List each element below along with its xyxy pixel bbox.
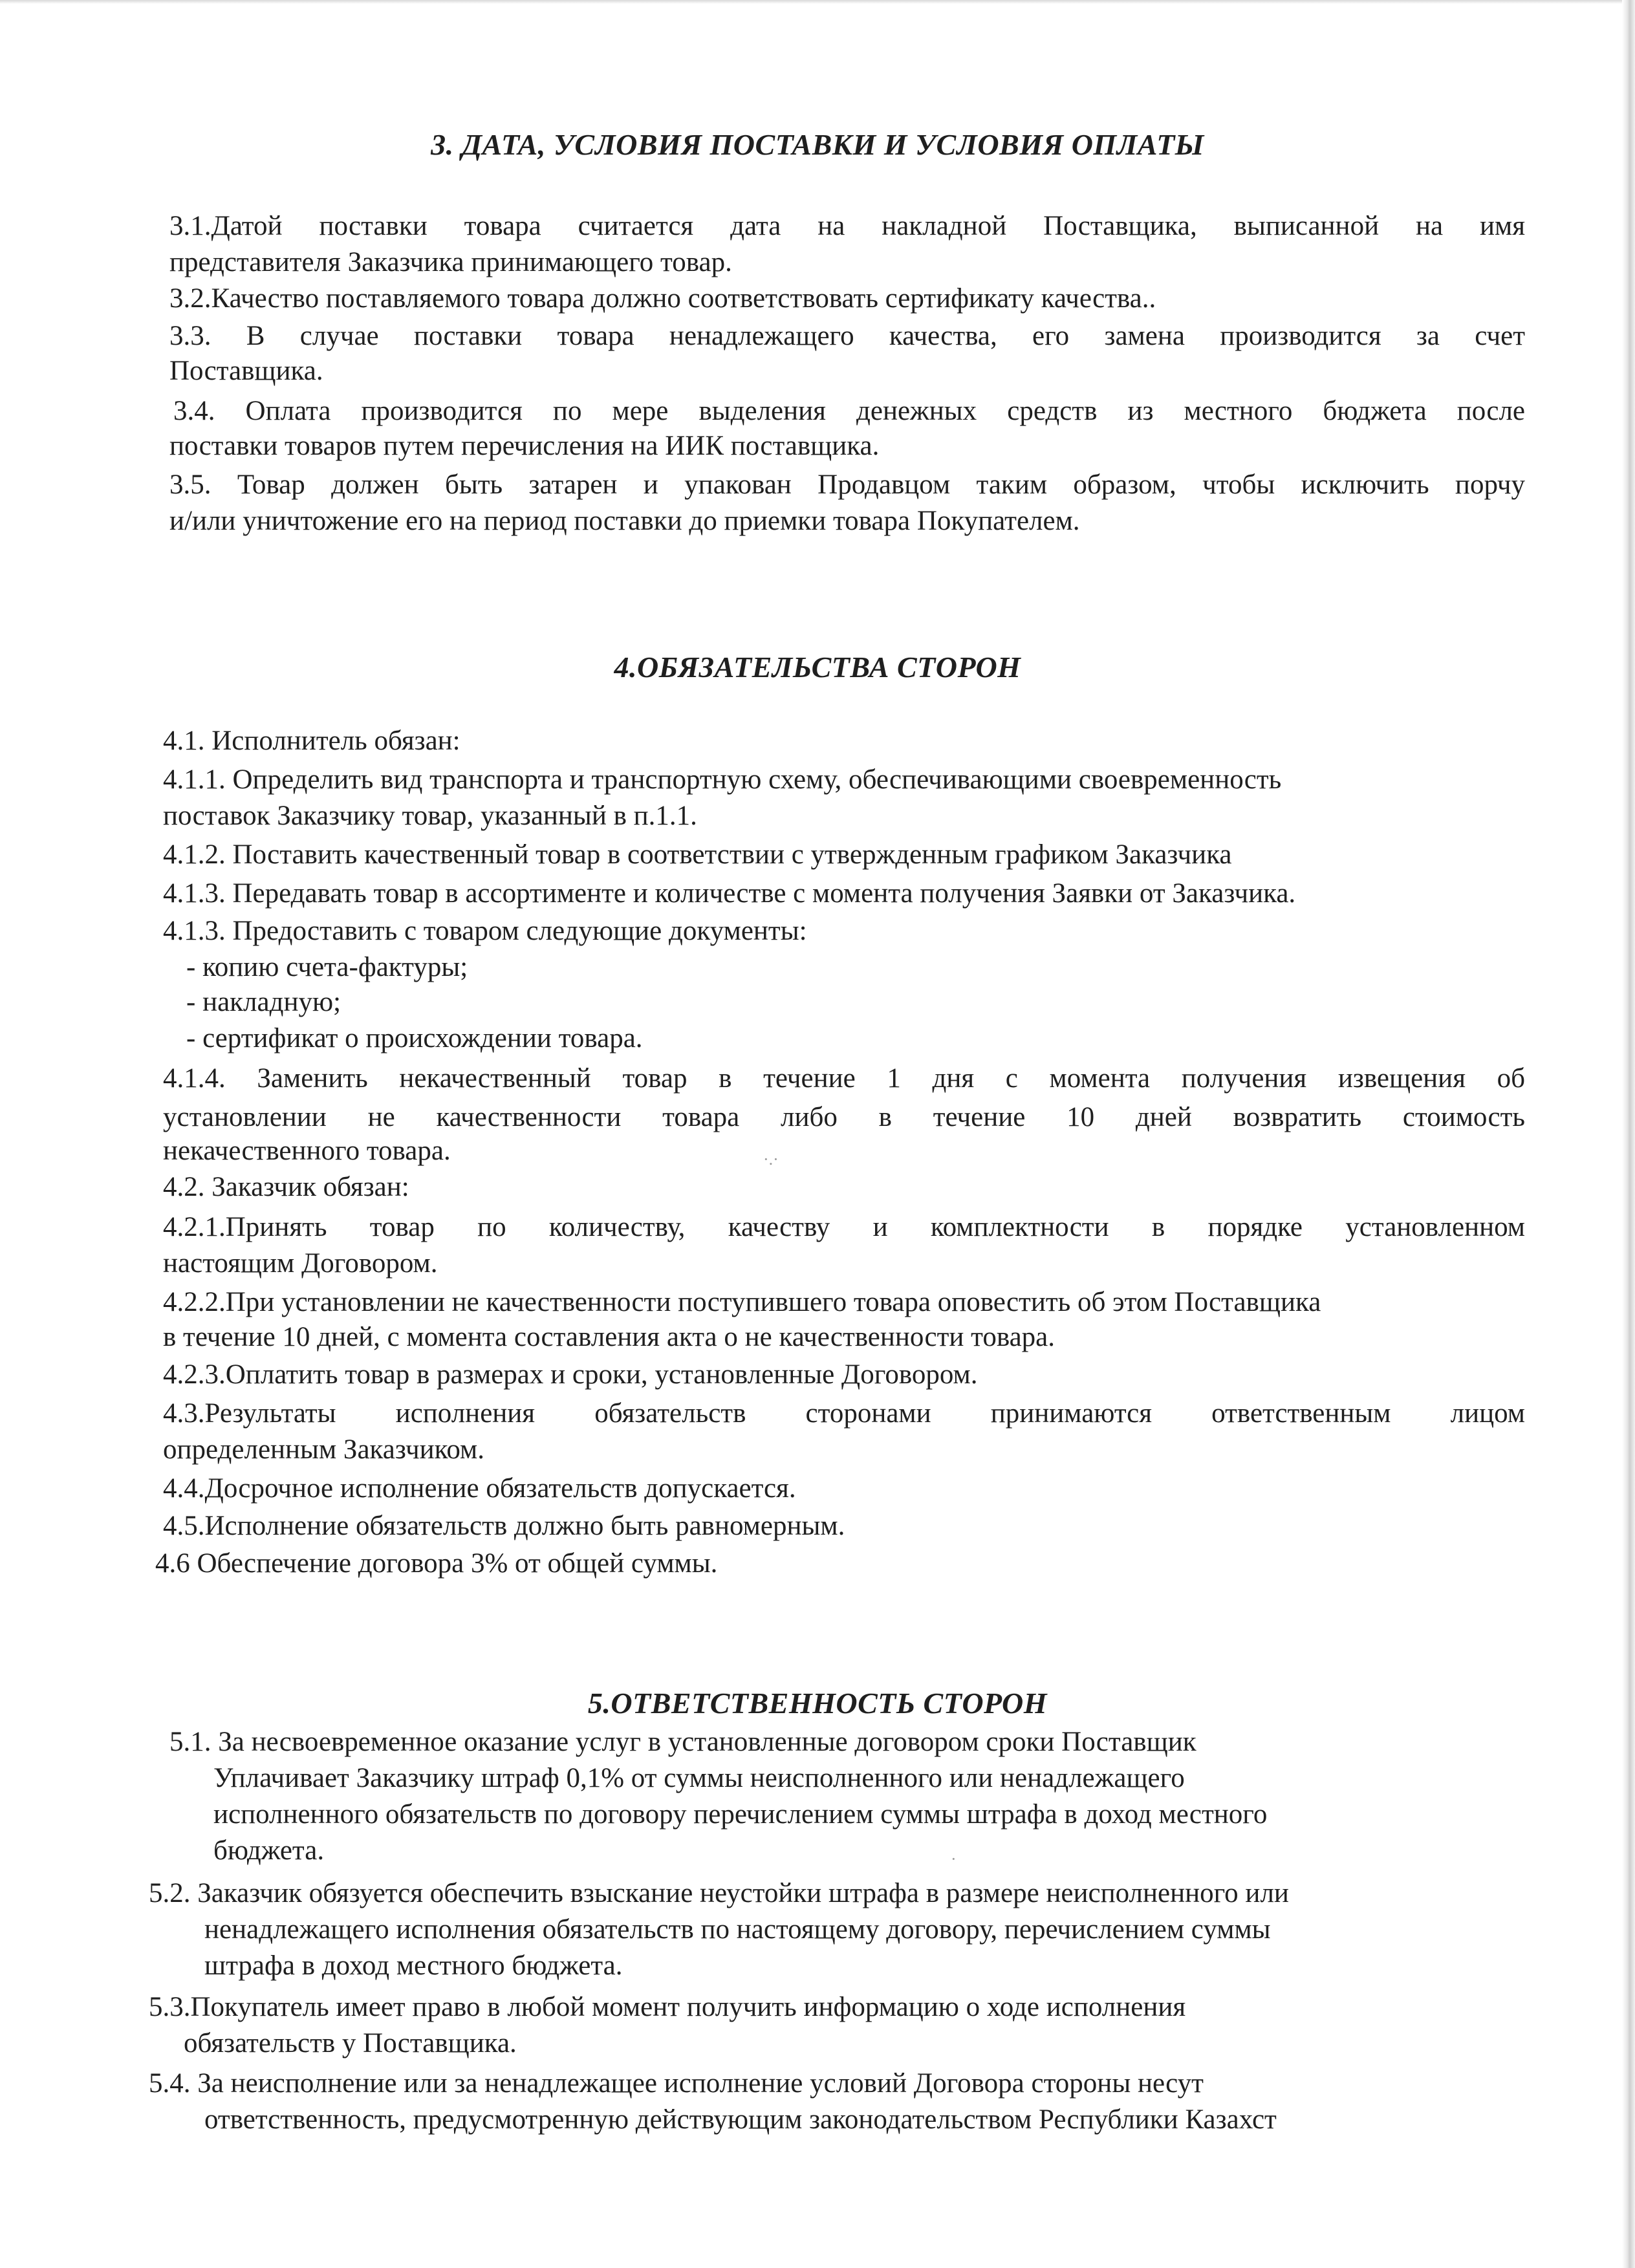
s4-line-16: 4.2.2.При установлении не качественности поступившего товара оповестить об этом Поставщика <box>163 1287 1321 1317</box>
s4-line-13: 4.2. Заказчик обязан: <box>163 1172 409 1202</box>
section-4-title: 4.ОБЯЗАТЕЛЬСТВА СТОРОН <box>614 651 1021 684</box>
s4-line-5: 4.1.3. Передавать товар в ассортименте и количестве с момента получения Заявки от Заказчика. <box>163 878 1296 909</box>
s4-line-19: 4.3.Результаты исполнения обязательств сторонами принимаются ответственным лицом <box>163 1398 1525 1429</box>
s4-line-6: 4.1.3. Предоставить с товаром следующие документы: <box>163 916 807 946</box>
s4-line-2: 4.1.1. Определить вид транспорта и транспортную схему, обеспечивающими своевременность <box>163 764 1282 795</box>
s4-line-4: 4.1.2. Поставить качественный товар в соответствии с утвержденным графиком Заказчика <box>163 839 1232 870</box>
s4-line-18: 4.2.3.Оплатить товар в размерах и сроки, установленные Договором. <box>163 1359 978 1390</box>
s5-line-5: 5.2. Заказчик обязуется обеспечить взыскание неустойки штрафа в размере неисполненного или <box>149 1878 1289 1908</box>
s5-line-11: ответственность, предусмотренную действующим законодательством Республики Казахст <box>204 2104 1277 2135</box>
s4-line-20: определенным Заказчиком. <box>163 1434 484 1465</box>
section-3-title: 3. ДАТА, УСЛОВИЯ ПОСТАВКИ И УСЛОВИЯ ОПЛАТЫ <box>431 128 1204 161</box>
s5-line-4: бюджета. <box>213 1835 325 1866</box>
s5-line-1: 5.1. За несвоевременное оказание услуг в установленные договором сроки Поставщик <box>169 1727 1196 1757</box>
s3-line-4: 3.3. В случае поставки товара ненадлежащего качества, его замена производится за счет <box>169 321 1525 351</box>
scan-speck: ·.· <box>763 1150 779 1169</box>
s4-line-1: 4.1. Исполнитель обязан: <box>163 726 460 756</box>
s3-line-5: Поставщика. <box>169 356 323 386</box>
s4-line-11: установлении не качественности товара либо в течение 10 дней возвратить стоимость <box>163 1102 1525 1132</box>
s4-line-17: в течение 10 дней, с момента составления акта о не качественности товара. <box>163 1322 1056 1352</box>
s4-line-7: - копию счета-фактуры; <box>186 952 468 982</box>
s5-line-6: ненадлежащего исполнения обязательств по настоящему договору, перечислением суммы <box>204 1914 1271 1945</box>
s4-line-8: - накладную; <box>186 987 341 1017</box>
s4-line-12: некачественного товара. <box>163 1136 451 1166</box>
s4-line-22: 4.5.Исполнение обязательств должно быть равномерным. <box>163 1511 845 1541</box>
s5-line-2: Уплачивает Заказчику штраф 0,1% от суммы неисполненного или ненадлежащего <box>213 1763 1185 1793</box>
s3-line-2: представителя Заказчика принимающего товар. <box>169 247 732 277</box>
s4-line-15: настоящим Договором. <box>163 1248 438 1279</box>
s3-line-9: и/или уничтожение его на период поставки до приемки товара Покупателем. <box>169 506 1080 536</box>
s5-line-10: 5.4. За неисполнение или за ненадлежащее исполнение условий Договора стороны несут <box>149 2068 1204 2099</box>
s5-line-3: исполненного обязательств по договору перечислением суммы штрафа в доход местного <box>213 1799 1268 1830</box>
s4-line-14: 4.2.1.Принять товар по количеству, качеству и комплектности в порядке установленном <box>163 1212 1525 1242</box>
s3-line-6: 3.4. Оплата производится по мере выделения денежных средств из местного бюджета после <box>173 396 1525 426</box>
s4-line-9: - сертификат о происхождении товара. <box>186 1023 643 1053</box>
s4-line-21: 4.4.Досрочное исполнение обязательств допускается. <box>163 1473 796 1504</box>
section-5-title: 5.ОТВЕТСТВЕННОСТЬ СТОРОН <box>587 1687 1048 1720</box>
s3-line-8: 3.5. Товар должен быть затарен и упакован Продавцом таким образом, чтобы исключить порчу <box>169 470 1525 500</box>
s5-line-7: штрафа в доход местного бюджета. <box>204 1950 623 1981</box>
s5-line-9: обязательств у Поставщика. <box>184 2028 517 2058</box>
scan-speck: · <box>951 1850 957 1868</box>
s4-line-3: поставок Заказчику товар, указанный в п.1.1. <box>163 801 697 831</box>
s3-line-3: 3.2.Качество поставляемого товара должно соответствовать сертификату качества.. <box>169 283 1156 314</box>
s3-line-7: поставки товаров путем перечисления на ИИК поставщика. <box>169 431 880 461</box>
s4-line-23: 4.6 Обеспечение договора 3% от общей суммы. <box>155 1548 718 1579</box>
s4-line-10: 4.1.4. Заменить некачественный товар в течение 1 дня с момента получения извещения об <box>163 1063 1525 1094</box>
s3-line-1: 3.1.Датой поставки товара считается дата на накладной Поставщика, выписанной на имя <box>169 211 1525 241</box>
s5-line-8: 5.3.Покупатель имеет право в любой момент получить информацию о ходе исполнения <box>149 1992 1186 2022</box>
